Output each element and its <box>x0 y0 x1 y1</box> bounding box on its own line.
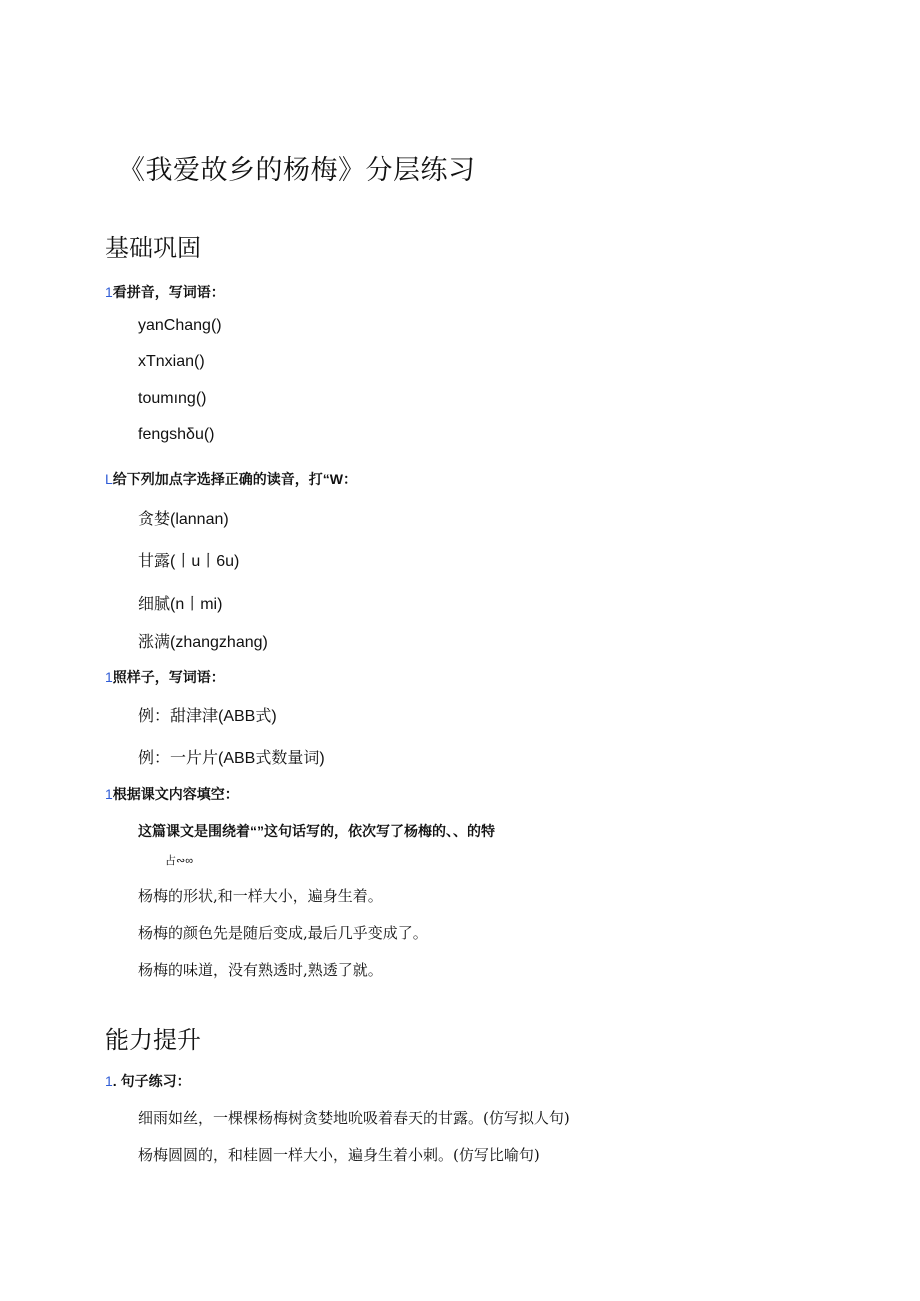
question-3 <box>105 667 225 687</box>
question-number: 1 <box>105 786 113 802</box>
fill-blank-item: 杨梅的形状,和一样大小，遍身生着。 <box>138 887 383 905</box>
question-text: 根据课文内容填空： <box>112 786 239 802</box>
reading-item: 涨满(zhangzhang) <box>138 634 268 651</box>
pinyin-item: fengshδu() <box>138 426 215 443</box>
sentence-item: 细雨如丝，一棵棵杨梅树贪婪地吮吸着春天的甘露。(仿写拟人句) <box>138 1109 570 1127</box>
section-heading-advanced: 能力提升 <box>105 1027 201 1054</box>
question-number: 1 <box>105 669 113 685</box>
reading-item: 贪婪(lannan) <box>138 511 229 528</box>
example-item: 例：甜津津(ABB式) <box>138 708 277 725</box>
question-text: 给下列加点字选择正确的读音，打“W： <box>112 471 358 487</box>
question-number: 1 <box>105 284 113 300</box>
fill-blank-line: 这篇课文是围绕着“”这句话写的，依次写了杨梅的、、的特 <box>138 823 495 839</box>
question-2 <box>105 469 357 489</box>
fill-blank-item: 杨梅的颜色先是随后变成,最后几乎变成了。 <box>138 924 428 942</box>
question-text: . 句子练习： <box>112 1073 191 1089</box>
question-5 <box>105 1071 191 1091</box>
question-4 <box>105 784 239 804</box>
sentence-item: 杨梅圆圆的，和桂圆一样大小，遍身生着小刺。(仿写比喻句) <box>138 1146 540 1164</box>
question-number: 1 <box>105 1073 113 1089</box>
reading-item: 甘露(丨u丨6u) <box>138 553 240 570</box>
fill-blank-item: 杨梅的味道，没有熟透时,熟透了就。 <box>138 961 383 979</box>
pinyin-item: toumıng() <box>138 390 207 407</box>
question-1 <box>105 282 225 302</box>
question-number: L <box>105 471 113 487</box>
page-title: 《我爱故乡的杨梅》分层练习 <box>118 155 476 185</box>
question-text: 看拼音，写词语： <box>112 284 225 300</box>
pinyin-item: xTnxian() <box>138 353 205 370</box>
section-heading-basic: 基础巩固 <box>105 235 201 262</box>
fill-blank-line-continued: 占∾∞ <box>165 855 194 867</box>
example-item: 例：一片片(ABB式数量词) <box>138 750 325 767</box>
pinyin-item: yanChang() <box>138 317 222 334</box>
reading-item: 细腻(n丨mi) <box>138 596 223 613</box>
question-text: 照样子，写词语： <box>112 669 225 685</box>
